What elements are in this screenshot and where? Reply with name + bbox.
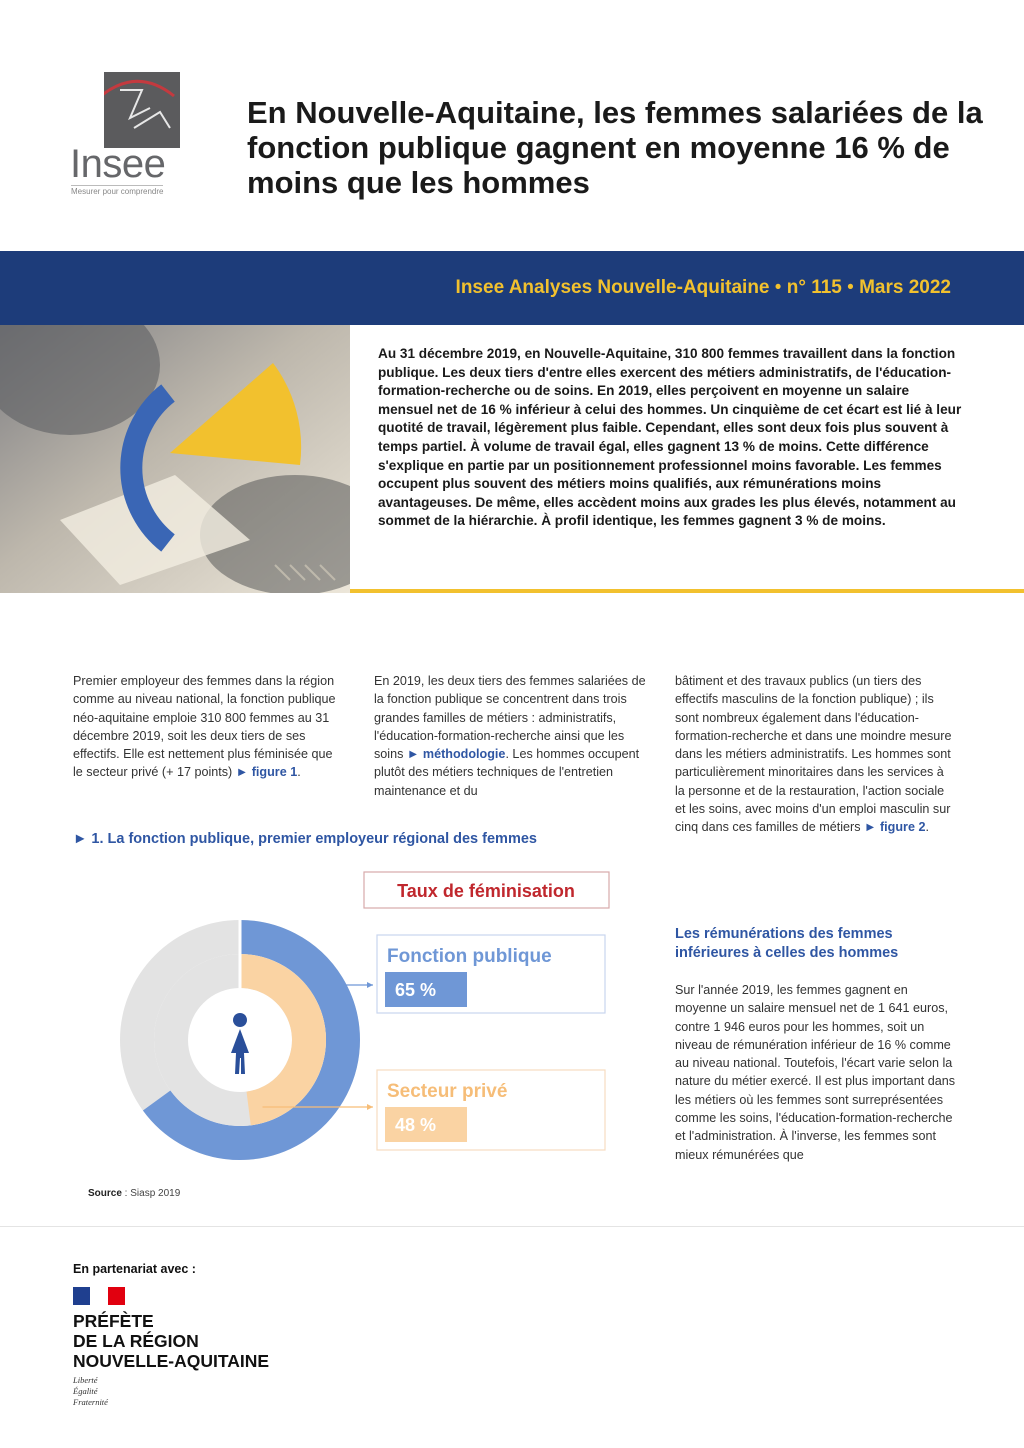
body-column-2 bbox=[374, 672, 654, 800]
hero-illustration bbox=[0, 325, 350, 593]
republic-motto bbox=[73, 1375, 108, 1408]
flag-band-white bbox=[90, 1287, 107, 1305]
chart-title: Taux de féminisation bbox=[397, 881, 575, 901]
figure-title bbox=[73, 831, 633, 847]
french-flag-icon bbox=[73, 1287, 125, 1305]
flag-band-blue bbox=[73, 1287, 90, 1305]
separator-dot: • bbox=[769, 277, 787, 298]
issue-number: n° 115 bbox=[786, 277, 842, 298]
publication-reference bbox=[456, 277, 951, 299]
prefecture-line: PRÉFÈTE bbox=[73, 1311, 154, 1331]
hero-accent-line bbox=[350, 589, 1024, 593]
legend-item-outer bbox=[333, 935, 605, 1013]
publication-name: Insee Analyses Nouvelle-Aquitaine bbox=[455, 277, 770, 298]
arrow-right-icon: ► bbox=[864, 820, 877, 835]
paragraph-text: En 2019, les deux tiers des femmes salariées de la fonction publique se concentrent dans trois grandes familles de métiers : administratifs, l'éducation-formation-recherche ainsi que les soins bbox=[374, 674, 646, 762]
prefecture-line: NOUVELLE-AQUITAINE bbox=[73, 1351, 270, 1371]
body-column-3-continued: Sur l'année 2019, les femmes gagnent en moyenne un salaire mensuel net de 1 641 euros, contre 1 946 euros pour les hommes, soit un niveau de rémunération inférieur de 16 % comme au niveau national. Toutefois, l'écart varie selon la nature du métier exercé. Il est plus important dans les métiers où les femmes sont surreprésentées comme les soins, l'éducation-formation-recherche et l'administration. À l'inverse, les femmes sont mieux rémunérées que bbox=[675, 983, 956, 1162]
paragraph-text: Premier employeur des femmes dans la région comme au niveau national, la fonction publique néo-aquitaine emploie 310 800 femmes au 31 décembre 2019, soit les deux tiers de ses effectifs. Elle est nettement plus féminisée que le secteur privé (+ 17 points) bbox=[73, 674, 336, 780]
arrow-right-icon: ► bbox=[73, 831, 88, 847]
separator-dot: • bbox=[841, 277, 860, 298]
publication-banner bbox=[0, 251, 1024, 325]
figure-title-text: 1. La fonction publique, premier employeur régional des femmes bbox=[91, 831, 537, 847]
section-heading: Les rémunérations des femmes inférieures à celles des hommes bbox=[675, 926, 899, 961]
paragraph-text: . bbox=[925, 820, 929, 835]
page-title: En Nouvelle-Aquitaine, les femmes salariées de la fonction publique gagnent en moyenne 16 % de moins que les hommes bbox=[247, 95, 983, 200]
insee-logo bbox=[68, 72, 183, 197]
flag-band-red bbox=[108, 1287, 125, 1305]
figure-source bbox=[88, 1188, 180, 1199]
feminisation-chart bbox=[90, 860, 620, 1180]
paragraph-text: . bbox=[297, 765, 301, 780]
motto-line: Égalité bbox=[73, 1386, 98, 1396]
motto-line: Fraternité bbox=[73, 1397, 108, 1407]
publication-date: Mars 2022 bbox=[859, 277, 951, 298]
insee-tagline: Mesurer pour comprendre bbox=[71, 187, 164, 196]
paragraph-text: bâtiment et des travaux publics (un tiers des effectifs masculins de la fonction publique) ; ils sont nombreux également dans l'éducation-formation-recherche et dans une moindre mesure dans les métiers administratifs. Les hommes sont particulièrement minoritaires dans les services à la personne et de la restauration, l'action sociale et les soins, avec moins d'un emploi masculin sur cinq dans ces familles de métiers bbox=[675, 674, 952, 835]
body-column-1 bbox=[73, 672, 343, 782]
footer-divider bbox=[0, 1226, 1024, 1227]
partner-label: En partenariat avec : bbox=[73, 1262, 196, 1276]
body-column-3 bbox=[675, 672, 957, 837]
source-label: Source bbox=[88, 1188, 122, 1199]
arrowhead-icon bbox=[367, 1104, 373, 1110]
prefecture-line: DE LA RÉGION bbox=[73, 1331, 199, 1351]
chart-title-box bbox=[364, 872, 609, 908]
motto-line: Liberté bbox=[73, 1375, 98, 1385]
arrow-right-icon: ► bbox=[235, 765, 249, 780]
insee-logo-mark bbox=[104, 72, 180, 148]
link-figure-1[interactable]: figure 1 bbox=[251, 765, 298, 780]
arrow-right-icon: ► bbox=[406, 747, 420, 762]
value-label: 48 % bbox=[395, 1115, 437, 1135]
link-methodologie[interactable]: méthodologie bbox=[422, 747, 506, 762]
intro-summary: Au 31 décembre 2019, en Nouvelle-Aquitaine, 310 800 femmes travaillent dans la fonction publique. Les deux tiers d'entre elles exercent des métiers administratifs, de l'éducation-formation-recherche ou de soins. En 2019, elles perçoivent en moyenne un salaire mensuel net de 16 % inférieur à celui des hommes. Un cinquième de cet écart est lié à leur quotité de travail, légèrement plus faible. Cependant, elles sont deux fois plus souvent à temps partiel. À volume de travail égal, elles gagnent 13 % de moins. Cette différence s'explique en partie par un positionnement professionnel moins favorable. Les femmes occupent plus souvent des métiers moins qualifiés, aux rémunérations moins avantageuses. De même, elles accèdent moins aux grades les plus élevés, notamment au sommet de la hiérarchie. À profil identique, les femmes gagnent 3 % de moins. bbox=[378, 346, 962, 529]
paragraph-text: . Les hommes occupent plutôt des métiers techniques de l'entretien maintenance et du bbox=[374, 747, 640, 798]
value-label: 65 % bbox=[395, 980, 437, 1000]
source-text: : Siasp 2019 bbox=[121, 1188, 181, 1199]
legend-label: Secteur privé bbox=[387, 1081, 508, 1102]
prefecture-name bbox=[73, 1311, 269, 1371]
arrowhead-icon bbox=[367, 982, 373, 988]
legend-label: Fonction publique bbox=[387, 946, 552, 967]
link-figure-2[interactable]: figure 2 bbox=[879, 820, 926, 835]
insee-wordmark: Insee bbox=[70, 142, 166, 186]
